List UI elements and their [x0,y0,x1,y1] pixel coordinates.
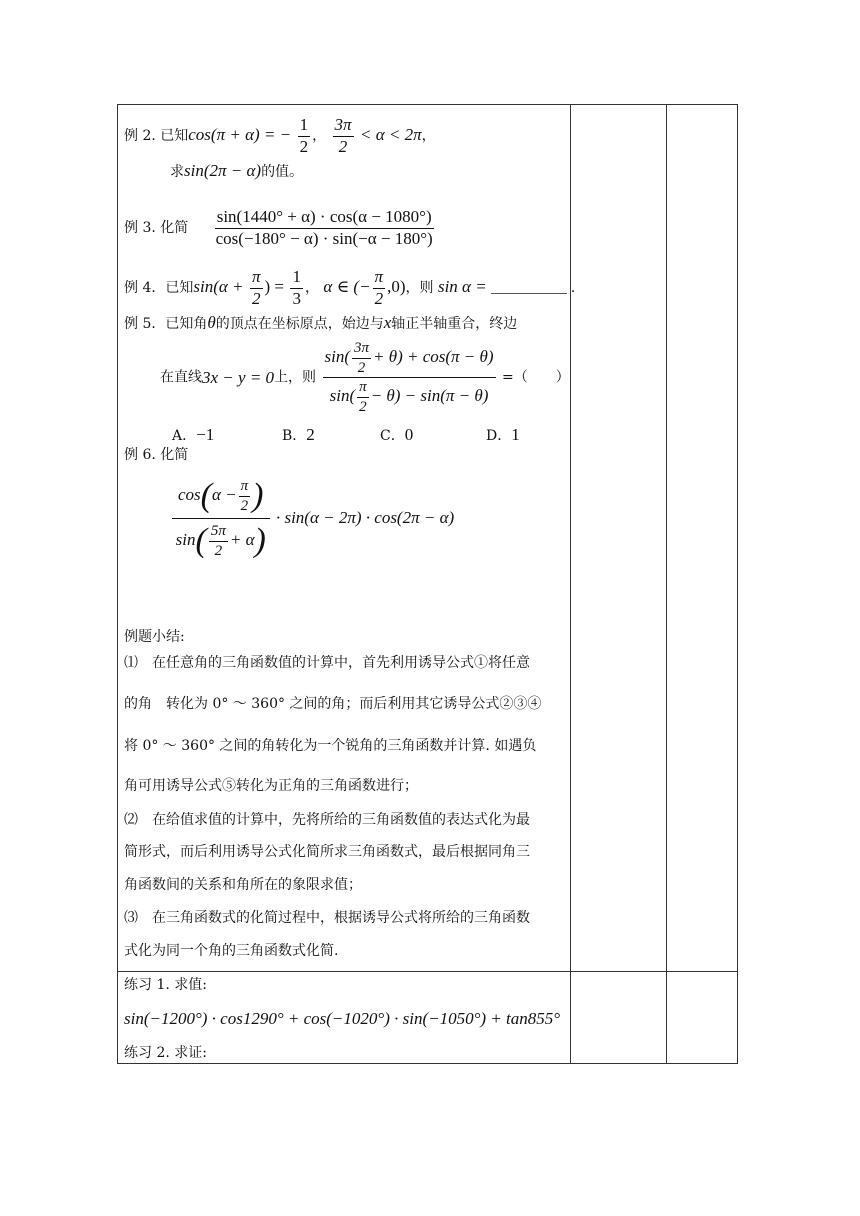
option-a: A．−1 [172,425,215,444]
option-b: B．2 [282,425,315,444]
column-divider-1 [570,105,571,1063]
summary-line: ⑵ 在给值求值的计算中，先将所给的三角函数值的表达式化为最 [124,812,530,828]
option-c: C．0 [380,425,414,444]
example-5: 例 5．已知角θ的顶点在坐标原点，始边与x轴正半轴重合，终边 [124,313,518,332]
row-divider [118,971,737,972]
practice-1-label: 练习 1. 求值: [124,977,207,993]
example-5-fraction: sin( $\frac{3\pi}{2}$ + θ) + cos(π − θ) sin( $\frac{\pi}{2}$ − θ) − sin(π − θ) [324,340,494,415]
summary-line: 式化为同一个角的三角函数式化简. [124,943,339,959]
summary-line: ⑴ 在任意角的三角函数值的计算中，首先利用诱导公式①将任意 [124,655,530,671]
fraction-one-half: $\frac{1}{2}$ [299,115,309,156]
example-3-fraction: $\frac{\sin(1440^\circ + \alpha) \cdot \cos(\alpha - 1080^\circ)}{\cos(-180^\circ - \alpha) \cdot \sin(-\alpha - 180^\circ)}$ [215,207,433,248]
example-4: 例 4．已知sin(α + $\frac{\pi}{2}$ ) = $\frac{1}{3}$ ， α ∈ (− $\frac{\pi}{2}$ ,0)，则 sin α = . [124,267,576,308]
answer-blank [491,293,567,294]
example-3: 例 3. 化简 $\frac{\sin(1440^\circ + \alpha) \cdot \cos(\alpha - 1080^\circ)}{\cos(-180^\circ - \alpha) \cdot \sin(-\alpha - 180^\circ)}$ [124,207,433,248]
summary-line: 将 0° ～ 360° 之间的角转化为一个锐角的三角函数并计算. 如遇负 [124,738,537,754]
practice-1-expression: sin(−1200°) · cos1290° + cos(−1020°) · sin(−1050°) + tan855° [124,1009,561,1028]
example-6-fraction: cos(α − $\frac{\pi}{2}$ ) sin( $\frac{5\pi}{2}$ + α) [172,476,270,559]
summary-line: 角函数间的关系和角所在的象限求值； [124,877,362,893]
summary-line: ⑶ 在三角函数式的化简过程中，根据诱导公式将所给的三角函数 [124,910,530,926]
example-2: 例 2. 已知cos(π + α) = − $\frac{1}{2}$ ， $\frac{3\pi}{2}$ < α < 2π， [124,115,436,156]
example-6: 例 6. 化简 [124,447,189,463]
practice-2-label: 练习 2. 求证: [124,1045,207,1061]
summary-title: 例题小结: [124,629,185,645]
example-5-expression: 在直线3x − y = 0上，则 sin( $\frac{3\pi}{2}$ + θ) + cos(π − θ) sin( $\frac{\pi}{2}$ − θ) − sin(π − θ) =（ ） [160,340,570,415]
summary-line: 角可用诱导公式⑤转化为正角的三角函数进行； [124,778,418,794]
option-d: D．1 [486,425,520,444]
fraction-three-pi-half: $\frac{3\pi}{2}$ [334,115,352,156]
summary-line: 的角 转化为 0° ～ 360° 之间的角；而后利用其它诱导公式②③④ [124,696,542,712]
example-6-expression: cos(α − $\frac{\pi}{2}$ ) sin( $\frac{5\pi}{2}$ + α) · sin(α − 2π) · cos(2π − α) [170,476,454,559]
column-divider-2 [666,105,667,1063]
example-2-question: 求sin(2π − α)的值。 [170,161,304,180]
summary-line: 简形式，而后利用诱导公式化简所求三角函数式，最后根据同角三 [124,844,530,860]
